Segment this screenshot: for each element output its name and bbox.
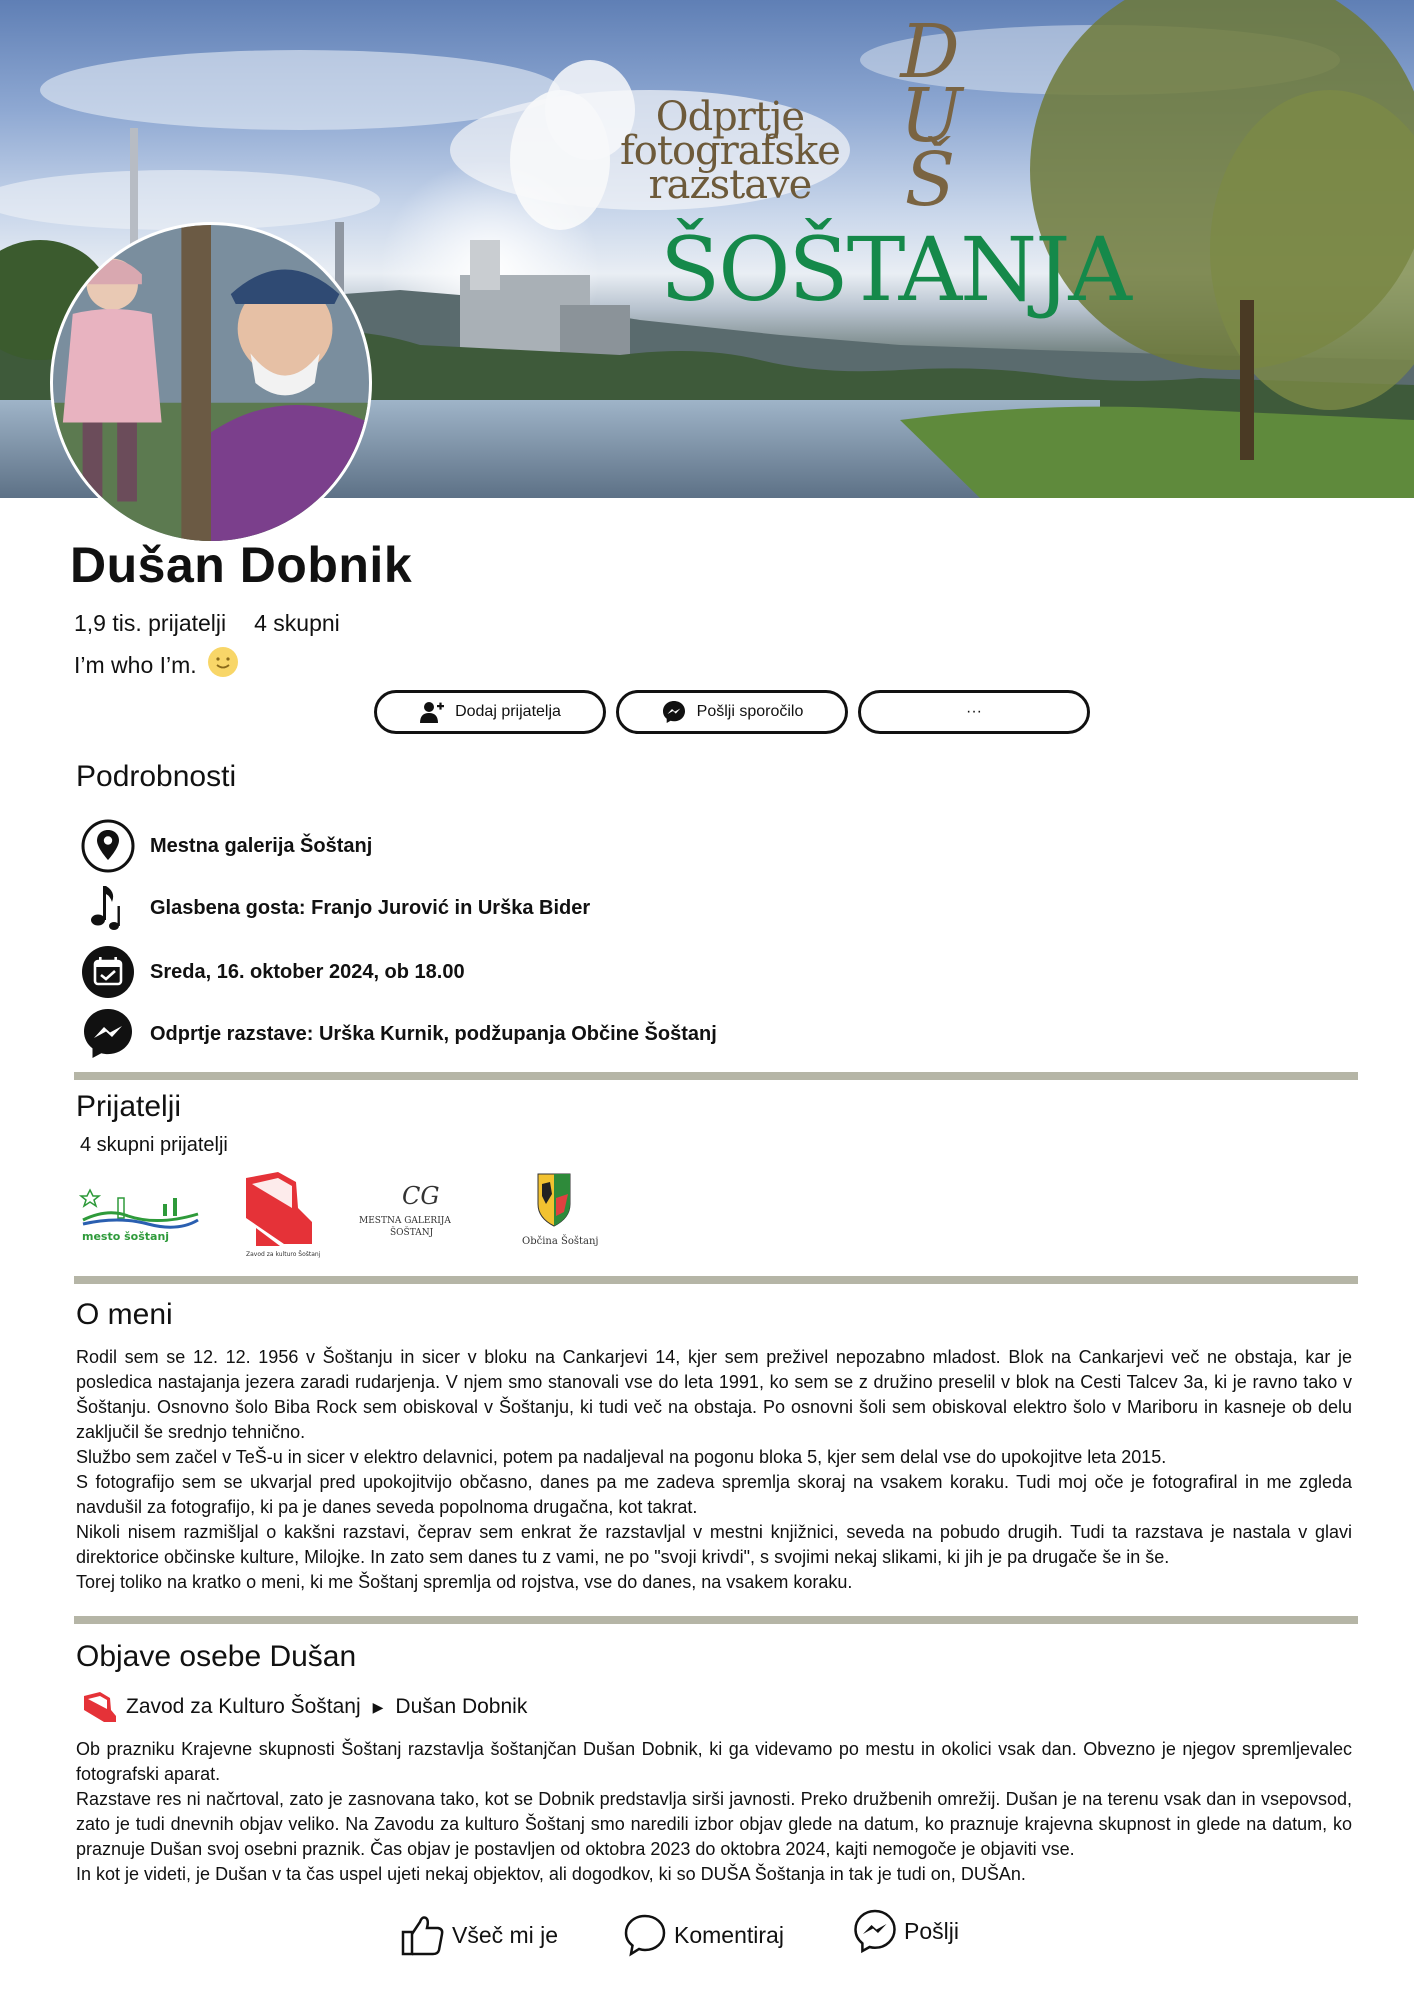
about-paragraph: S fotografijo sem se ukvarjal pred upokojitvijo občasno, danes pa me zadeva spremlja skoraj na vsakem koraku. Tudi moj oče je fotografiral in me zgleda navdušil za fotografijo, ki pa je danes seveda popolnoma drugačna, kot takrat. (76, 1472, 1352, 1517)
svg-text:ŠOŠTANJ: ŠOŠTANJ (390, 1228, 434, 1238)
about-paragraph: Nikoli nisem razmišljal o kakšni razstavi, čeprav sem enkrat že razstavljal v mestni knjižnici, seveda na pobudo drugih. Tudi ta razstava je nastala v glavi direktorice občinske kulture, Milojke. In zato sem danes tu z vami, ne po "svoji krivdi", s svojimi nekaj slikami, ki jih je pa drugače še in še. (76, 1522, 1352, 1567)
comment-bubble-icon (622, 1912, 668, 1958)
friends-title: Prijatelji (76, 1090, 182, 1123)
cover-town-word: ŠOŠTANJA (660, 218, 1130, 321)
detail-music (80, 880, 590, 936)
section-divider (74, 1072, 1358, 1080)
smile-emoji-icon (207, 646, 239, 678)
friends-count[interactable]: 1,9 tis. prijatelji (74, 610, 227, 636)
zavod-za-kulturo-logo[interactable] (216, 1168, 342, 1264)
svg-text:mesto šoštanj: mesto šoštanj (82, 1230, 170, 1243)
about-paragraph: Torej toliko na kratko o meni, ki me Šoštanj spremlja od rojstva, vse do danes, na vsakem koraku. (76, 1572, 853, 1592)
about-paragraph: Rodil sem se 12. 12. 1956 v Šoštanju in sicer v bloku na Cankarjevi 14, kjer sem preživel nepozabno mladost. Blok na Cankarjevi več ne obstaja, kar je posledica nastajanja jezera zaradi rudarjenja. V njem smo stanovali vse do leta 1991, ko sem se z družino preselil v blok na Cesti Talcev 3a, ki je ravno tako v Šoštanju. Osnovno šolo Biba Rock sem obiskoval v Šoštanju, ki tudi več na obstaja. Po osnovni šoli sem obiskoval elektro šolo v Mariboru in kasneje ob delu zaključil še srednjo tehnično. (76, 1347, 1352, 1442)
more-options-label: ··· (966, 703, 982, 720)
cover-title-line-2: fotografske (620, 128, 840, 174)
svg-text:Občina Šoštanj: Občina Šoštanj (522, 1236, 599, 1247)
profile-bio (74, 652, 239, 679)
cover-heading (620, 94, 840, 208)
posts-title: Objave osebe Dušan (76, 1640, 357, 1673)
cover-title-line-3: razstave (648, 162, 812, 208)
friends-subtitle: 4 skupni prijatelji (80, 1134, 228, 1156)
comment-button[interactable] (622, 1912, 784, 1958)
detail-music-text: Glasbena gosta: Franjo Jurović in Urška Bider (150, 896, 591, 919)
zavod-za-kulturo-logo-image (216, 1168, 342, 1264)
comment-label: Komentiraj (674, 1921, 784, 1948)
about-text (76, 1345, 1352, 1595)
more-options-button[interactable] (858, 690, 1090, 734)
post-paragraph: Ob prazniku Krajevne skupnosti Šoštanj razstavlja šoštanjčan Dušan Dobnik, ki ga videvamo po mestu in okolici vsak dan. Obvezno je njegov spremljevalec fotografski aparat. (76, 1739, 1352, 1784)
details-title: Podrobnosti (76, 760, 237, 793)
add-friend-button[interactable] (374, 690, 606, 734)
share-label: Pošlji (904, 1917, 959, 1944)
post-paragraph: Razstave res ni načrtoval, zato je zasnovana tako, kot se Dobnik predstavlja sirši javnosti. Preko družbenih omrežij. Dušan je na terenu vsak dan in vsepovsod, zato je tudi dnevnih objav veliko. Na Zavodu za kulturo Šoštanj smo naredili izbor objav glede na datum, ko praznuje krajevna skupnost in glede na datum, ko praznuje Dušan svoj osebni praznik. Čas objav je postavljen od oktobra 2023 do oktobra 2024, kajti nemogoče je objaviti vse. (76, 1789, 1352, 1859)
messenger-icon (661, 699, 687, 725)
detail-date (80, 944, 465, 1000)
about-title: O meni (76, 1298, 173, 1331)
zavod-avatar-icon (80, 1690, 118, 1724)
bio-text: I’m who I’m. (74, 652, 197, 678)
post-paragraph: In kot je videti, je Dušan v ta čas uspel ujeti nekaj objektov, ali dogodkov, ki so DUŠA Šoštanja in tak je tudi on, DUŠAn. (76, 1864, 1026, 1884)
obcina-sostanj-logo[interactable] (492, 1168, 618, 1264)
avatar-photo (53, 225, 369, 541)
post-arrow-icon: ▶ (372, 1698, 384, 1715)
send-message-button[interactable] (616, 690, 848, 734)
post-header (80, 1690, 527, 1724)
cover-dusa-letter: D (900, 9, 960, 95)
friends-logos (78, 1168, 630, 1264)
mesto-sostanj-logo[interactable] (78, 1168, 204, 1264)
profile-name: Dušan Dobnik (70, 537, 413, 593)
section-divider (74, 1616, 1358, 1624)
calendar-icon (80, 944, 136, 1000)
about-paragraph: Službo sem začel v TeŠ-u in sicer v elektro delavnici, potem pa nadaljeval na pogonu bloka 5, kjer sem delal vse do upokojitve leta 2015. (76, 1447, 1167, 1467)
profile-avatar[interactable] (50, 222, 372, 544)
share-button[interactable] (852, 1908, 959, 1954)
cover-dusa-letter: U (900, 73, 963, 159)
cover-dusa-letter: Š (904, 137, 956, 223)
post-text (76, 1737, 1352, 1887)
mestna-galerija-logo-image (354, 1168, 480, 1264)
thumbs-up-icon (400, 1912, 446, 1958)
profile-counts (74, 610, 340, 637)
post-target-link[interactable]: Dušan Dobnik (395, 1695, 528, 1718)
post-reactions (0, 1912, 1414, 1972)
music-note-icon (80, 880, 136, 936)
detail-location (80, 818, 372, 874)
svg-text:CG: CG (402, 1182, 440, 1210)
cover-title-line-1: Odprtje (655, 94, 805, 140)
section-divider (74, 1276, 1358, 1284)
send-message-label: Pošlji sporočilo (696, 703, 804, 720)
obcina-sostanj-logo-image (492, 1168, 618, 1264)
location-pin-icon (80, 818, 136, 874)
cover-dusa-word (900, 9, 963, 223)
like-label: Všeč mi je (452, 1921, 559, 1948)
mestna-galerija-logo[interactable] (354, 1168, 480, 1264)
add-friend-icon (419, 699, 445, 725)
like-button[interactable] (400, 1912, 558, 1958)
detail-location-text: Mestna galerija Šoštanj (150, 834, 373, 857)
svg-text:Zavod za kulturo Šoštanj: Zavod za kulturo Šoštanj (246, 1251, 321, 1258)
post-author-link[interactable]: Zavod za Kulturo Šoštanj (126, 1695, 361, 1718)
profile-actions (374, 690, 1090, 734)
mesto-sostanj-logo-image (78, 1168, 204, 1264)
messenger-icon (80, 1006, 136, 1062)
groups-count[interactable]: 4 skupni (254, 610, 340, 636)
detail-opening-text: Odprtje razstave: Urška Kurnik, podžupanja Občine Šoštanj (150, 1022, 717, 1045)
detail-opening (80, 1006, 717, 1062)
messenger-icon (852, 1908, 898, 1954)
add-friend-label: Dodaj prijatelja (455, 703, 561, 720)
detail-date-text: Sreda, 16. oktober 2024, ob 18.00 (150, 960, 465, 983)
svg-text:MESTNA GALERIJA: MESTNA GALERIJA (359, 1216, 451, 1226)
